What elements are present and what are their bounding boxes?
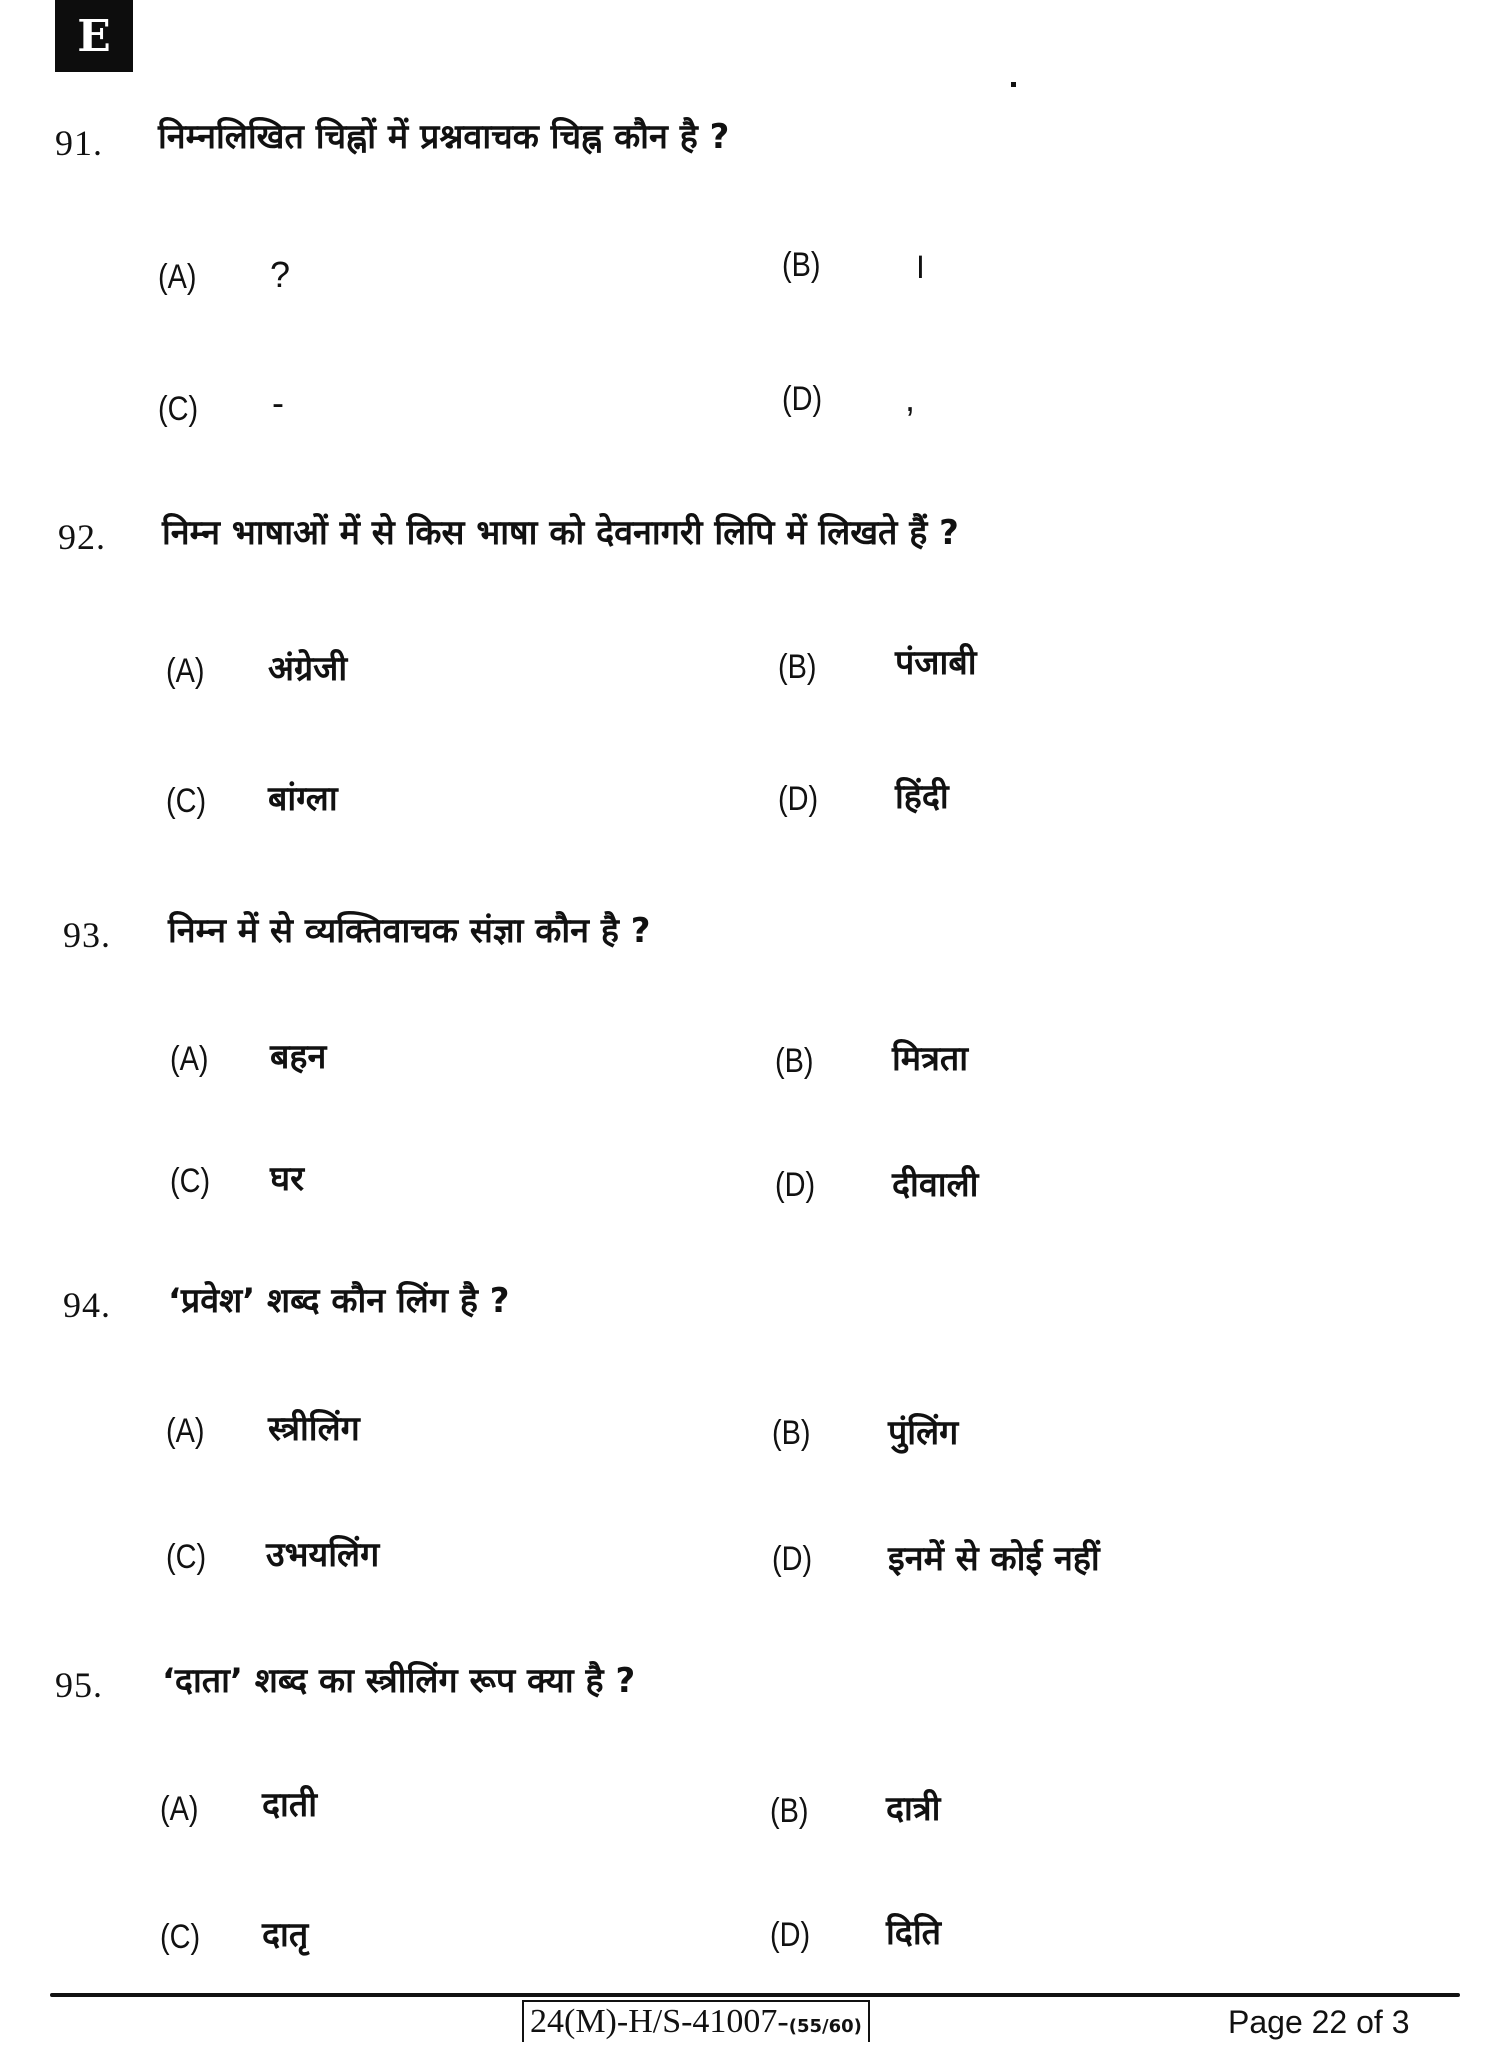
option-label: (D) — [775, 1166, 816, 1204]
option-text[interactable]: - — [272, 382, 284, 423]
question-number: 93. — [63, 915, 111, 955]
option-label: (B) — [782, 246, 821, 284]
option-text[interactable]: पुंलिंग — [888, 1413, 959, 1453]
question-text: निम्न भाषाओं में से किस भाषा को देवनागरी लिपि में लिखते हैं ? — [162, 513, 959, 553]
option-label: (A) — [166, 1412, 205, 1450]
option-text[interactable]: उभयलिंग — [266, 1535, 380, 1575]
question-text: ‘प्रवेश’ शब्द कौन लिंग है ? — [168, 1281, 510, 1321]
option-text[interactable]: बहन — [270, 1037, 327, 1077]
option-label: (C) — [166, 1538, 207, 1576]
option-label: (C) — [160, 1918, 201, 1956]
paper-code-box — [522, 2000, 870, 2042]
question-text: निम्न में से व्यक्तिवाचक संज्ञा कौन है ? — [168, 911, 651, 951]
option-text[interactable]: पंजाबी — [895, 643, 977, 683]
page-number: Page 22 of 3 — [1228, 2004, 1410, 2040]
option-text[interactable]: । — [912, 245, 926, 286]
option-label: (C) — [170, 1162, 211, 1200]
option-text[interactable]: ? — [270, 254, 291, 295]
footer-rule — [50, 1993, 1460, 1997]
question-number: 95. — [55, 1665, 103, 1705]
question-number: 92. — [58, 517, 106, 557]
option-text[interactable]: मित्रता — [892, 1039, 969, 1079]
option-text[interactable]: घर — [270, 1159, 304, 1199]
option-text[interactable]: दात्री — [886, 1789, 941, 1829]
paper-code-suffix: (55/60) — [788, 2016, 862, 2037]
option-label: (A) — [158, 258, 197, 296]
option-text[interactable]: दिति — [886, 1913, 942, 1953]
option-text[interactable]: दीवाली — [892, 1165, 979, 1205]
option-text[interactable]: दातृ — [262, 1915, 309, 1955]
option-label: (D) — [770, 1916, 811, 1954]
option-label: (D) — [778, 780, 819, 818]
paper-code: 24(M)-H/S-41007- — [530, 2003, 789, 2040]
option-label: (C) — [166, 782, 207, 820]
option-label: (B) — [778, 648, 817, 686]
set-code-badge: E — [55, 0, 133, 72]
option-text[interactable]: , — [905, 378, 916, 419]
option-label: (B) — [775, 1042, 814, 1080]
option-label: (A) — [166, 652, 205, 690]
question-number: 94. — [63, 1285, 111, 1325]
option-label: (D) — [772, 1540, 813, 1578]
option-text[interactable]: दाती — [262, 1785, 318, 1825]
option-label: (D) — [782, 380, 823, 418]
option-text[interactable]: अंग्रेजी — [268, 649, 348, 689]
question-text: निम्नलिखित चिह्नों में प्रश्नवाचक चिह्न कौन है ? — [158, 117, 730, 157]
option-text[interactable]: इनमें से कोई नहीं — [888, 1539, 1100, 1579]
option-label: (B) — [770, 1792, 809, 1830]
option-text[interactable]: हिंदी — [895, 777, 949, 817]
option-text[interactable]: बांग्ला — [268, 779, 338, 819]
option-label: (A) — [170, 1040, 209, 1078]
option-label: (C) — [158, 390, 199, 428]
question-number: 91. — [55, 123, 103, 163]
option-label: (A) — [160, 1790, 199, 1828]
option-label: (B) — [772, 1414, 811, 1452]
question-text: ‘दाता’ शब्द का स्त्रीलिंग रूप क्या है ? — [162, 1661, 636, 1701]
scan-speck — [1011, 82, 1016, 87]
option-text[interactable]: स्त्रीलिंग — [268, 1409, 360, 1449]
